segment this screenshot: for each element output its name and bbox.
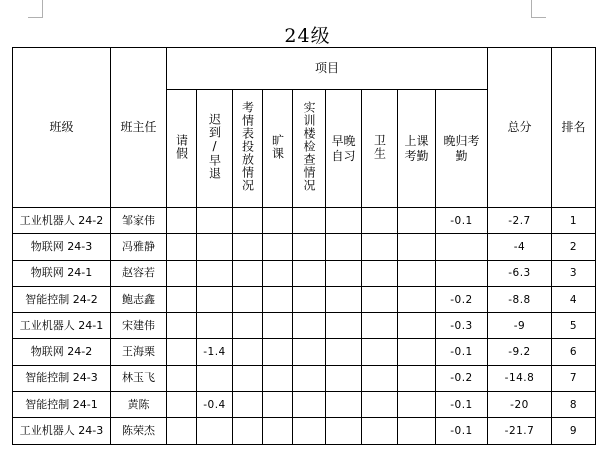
rank-cell: 9	[552, 418, 596, 444]
crop-mark-top-right	[531, 0, 532, 18]
table-row	[13, 339, 596, 365]
teacher-cell: 鲍志鑫	[111, 286, 167, 312]
late-cell	[197, 313, 233, 339]
rank-cell: 2	[552, 234, 596, 260]
total-cell: -9.2	[488, 339, 552, 365]
header-items: 项目	[167, 48, 488, 90]
table-row	[13, 418, 596, 444]
class-cell: 智能控制 24-3	[13, 365, 111, 391]
rank-cell: 5	[552, 313, 596, 339]
late-cell	[197, 208, 233, 234]
late-cell	[197, 234, 233, 260]
evening-cell: -0.2	[436, 365, 488, 391]
rank-cell: 1	[552, 208, 596, 234]
teacher-cell: 王海栗	[111, 339, 167, 365]
header-leave: 请假	[167, 90, 197, 208]
header-total: 总分	[488, 48, 552, 208]
header-form: 考情表投放情况	[233, 90, 263, 208]
table-row	[13, 313, 596, 339]
rank-cell: 7	[552, 365, 596, 391]
class-cell: 物联网 24-1	[13, 260, 111, 286]
table-row	[13, 208, 596, 234]
total-cell: -6.3	[488, 260, 552, 286]
class-cell: 工业机器人 24-3	[13, 418, 111, 444]
header-morning-evening: 早晚自习	[326, 90, 362, 208]
rank-cell: 4	[552, 286, 596, 312]
late-cell	[197, 286, 233, 312]
table-row	[13, 234, 596, 260]
evening-cell: -0.3	[436, 313, 488, 339]
score-table	[12, 47, 596, 445]
header-late: 迟到/早退	[197, 90, 233, 208]
evening-cell: -0.2	[436, 286, 488, 312]
header-class: 班级	[13, 48, 111, 208]
teacher-cell: 黄陈	[111, 392, 167, 418]
total-cell: -14.8	[488, 365, 552, 391]
late-cell	[197, 418, 233, 444]
class-cell: 物联网 24-2	[13, 339, 111, 365]
rank-cell: 6	[552, 339, 596, 365]
crop-mark-top-left	[42, 0, 43, 18]
header-absent: 旷课	[263, 90, 293, 208]
class-cell: 物联网 24-3	[13, 234, 111, 260]
late-cell	[197, 260, 233, 286]
header-teacher: 班主任	[111, 48, 167, 208]
total-cell: -9	[488, 313, 552, 339]
header-rank: 排名	[552, 48, 596, 208]
class-cell: 智能控制 24-2	[13, 286, 111, 312]
class-cell: 工业机器人 24-1	[13, 313, 111, 339]
total-cell: -21.7	[488, 418, 552, 444]
class-cell: 智能控制 24-1	[13, 392, 111, 418]
late-cell: -0.4	[197, 392, 233, 418]
teacher-cell: 邹家伟	[111, 208, 167, 234]
crop-mark-top-right-h	[531, 17, 546, 18]
rank-cell: 3	[552, 260, 596, 286]
total-cell: -20	[488, 392, 552, 418]
teacher-cell: 冯雅静	[111, 234, 167, 260]
late-cell: -1.4	[197, 339, 233, 365]
total-cell: -8.8	[488, 286, 552, 312]
late-cell	[197, 365, 233, 391]
teacher-cell: 赵容若	[111, 260, 167, 286]
header-evening-check: 晚归考勤	[436, 90, 488, 208]
total-cell: -4	[488, 234, 552, 260]
evening-cell: -0.1	[436, 208, 488, 234]
header-training: 实训楼检查情况	[293, 90, 326, 208]
teacher-cell: 陈荣杰	[111, 418, 167, 444]
table-row	[13, 392, 596, 418]
evening-cell	[436, 260, 488, 286]
evening-cell	[436, 234, 488, 260]
table-row	[13, 260, 596, 286]
page-title: 24级	[284, 25, 331, 47]
table-row	[13, 286, 596, 312]
teacher-cell: 宋建伟	[111, 313, 167, 339]
teacher-cell: 林玉飞	[111, 365, 167, 391]
evening-cell: -0.1	[436, 339, 488, 365]
total-cell: -2.7	[488, 208, 552, 234]
header-class-attendance: 上课考勤	[398, 90, 436, 208]
evening-cell: -0.1	[436, 418, 488, 444]
table-row	[13, 365, 596, 391]
evening-cell: -0.1	[436, 392, 488, 418]
class-cell: 工业机器人 24-2	[13, 208, 111, 234]
rank-cell: 8	[552, 392, 596, 418]
header-hygiene: 卫生	[362, 90, 398, 208]
crop-mark-top-left-h	[28, 17, 43, 18]
